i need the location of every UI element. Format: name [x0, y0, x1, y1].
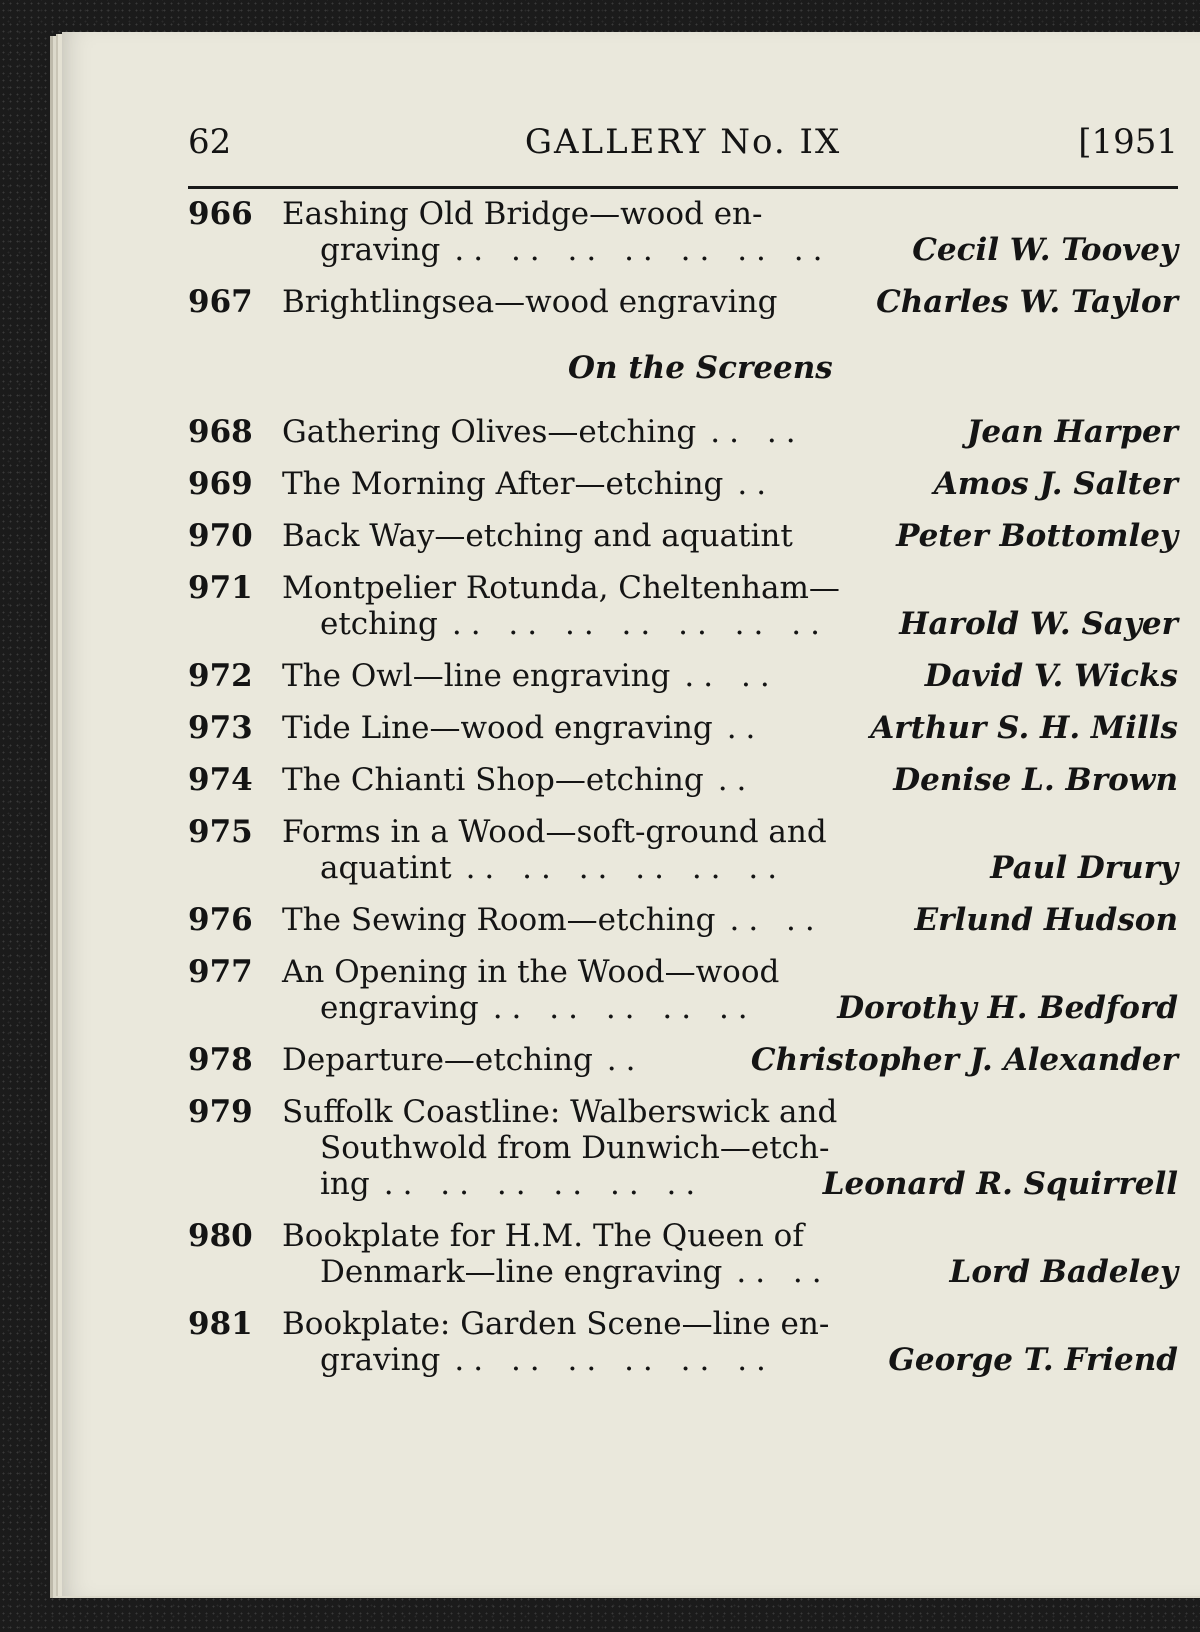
leader-dots: .. .. .. .. .. — [492, 990, 757, 1026]
catalogue-entry — [188, 1218, 1178, 1290]
entry-title-line: Southwold from Dunwich—etch- — [320, 1130, 830, 1166]
entry-number: 977 — [188, 954, 253, 990]
leader-dots: .. .. .. .. .. .. .. — [454, 232, 832, 268]
entry-artist: Peter Bottomley — [896, 518, 1178, 554]
entry-number: 971 — [188, 570, 253, 606]
entry-title — [282, 762, 862, 798]
entry-number: 976 — [188, 902, 253, 938]
page-title: GALLERY No. IX — [524, 122, 842, 162]
entry-title — [282, 466, 862, 502]
leader-dots: .. — [726, 710, 765, 746]
entry-title-line: Departure—etching — [282, 1042, 593, 1078]
entry-number: 974 — [188, 762, 253, 798]
entry-title — [282, 196, 862, 268]
entry-artist: Christopher J. Alexander — [750, 1042, 1178, 1078]
entry-title-line: graving — [320, 232, 441, 268]
leader-dots: .. — [737, 466, 776, 502]
catalogue-entry — [188, 518, 1178, 554]
entry-title — [282, 814, 862, 886]
entry-title-line: The Morning After—etching — [282, 466, 724, 502]
entry-number: 967 — [188, 284, 253, 320]
entry-title-line: Suffolk Coastline: Walberswick and — [282, 1094, 838, 1130]
entry-title-line: Brightlingsea—wood engraving — [282, 284, 778, 320]
entry-title-line: Tide Line—wood engraving — [282, 710, 713, 746]
entry-title — [282, 284, 862, 320]
catalogue-entry — [188, 1306, 1178, 1378]
entry-title-line: The Sewing Room—etching — [282, 902, 716, 938]
entry-title — [282, 658, 862, 694]
catalogue-entry — [188, 954, 1178, 1026]
entry-artist: Leonard R. Squirrell — [822, 1166, 1178, 1202]
entry-title-line: Montpelier Rotunda, Cheltenham— — [282, 570, 840, 606]
entry-artist: Lord Badeley — [949, 1254, 1178, 1290]
entry-artist: Harold W. Sayer — [899, 606, 1178, 642]
catalogue-entry — [188, 1042, 1178, 1078]
leader-dots: .. — [717, 762, 756, 798]
entry-title-line: Forms in a Wood—soft-ground and — [282, 814, 827, 850]
leader-dots: .. .. .. .. .. .. .. — [451, 606, 829, 642]
catalogue-entry — [188, 196, 1178, 268]
catalogue-entry — [188, 814, 1178, 886]
header-rule — [188, 186, 1178, 189]
entry-number: 978 — [188, 1042, 253, 1078]
leader-dots: .. .. .. .. .. .. — [465, 850, 787, 886]
leader-dots: .. .. — [684, 658, 779, 694]
entry-title-line: Back Way—etching and aquatint — [282, 518, 793, 554]
entry-title-line: ing — [320, 1166, 370, 1202]
entry-title-line: The Owl—line engraving — [282, 658, 671, 694]
entry-title-line: Eashing Old Bridge—wood en- — [282, 196, 763, 232]
entry-title — [282, 518, 862, 554]
leader-dots: .. .. .. .. .. .. — [383, 1166, 705, 1202]
entry-artist: Paul Drury — [990, 850, 1178, 886]
entry-artist: David V. Wicks — [924, 658, 1178, 694]
entry-title-line: Gathering Olives—etching — [282, 414, 697, 450]
entry-title-line: Bookplate for H.M. The Queen of — [282, 1218, 804, 1254]
entry-title-line: Bookplate: Garden Scene—line en- — [282, 1306, 830, 1342]
entry-title-line: etching — [320, 606, 438, 642]
entry-title-line: graving — [320, 1342, 441, 1378]
entry-number: 981 — [188, 1306, 253, 1342]
leader-dots: .. .. — [710, 414, 805, 450]
leader-dots: .. .. — [736, 1254, 831, 1290]
entry-artist: Jean Harper — [966, 414, 1178, 450]
entry-title — [282, 902, 862, 938]
entry-number: 972 — [188, 658, 253, 694]
leader-dots: .. — [606, 1042, 645, 1078]
running-header — [188, 118, 1178, 168]
entry-title — [282, 570, 862, 642]
entry-title-line: The Chianti Shop—etching — [282, 762, 704, 798]
entry-artist: Denise L. Brown — [893, 762, 1178, 798]
entry-artist: Cecil W. Toovey — [912, 232, 1178, 268]
entry-artist: Charles W. Taylor — [876, 284, 1178, 320]
leader-dots: .. .. — [729, 902, 824, 938]
entry-title-line: engraving — [320, 990, 479, 1026]
page-number: 62 — [188, 122, 232, 162]
entry-number: 969 — [188, 466, 253, 502]
entry-title-line: aquatint — [320, 850, 452, 886]
entry-title — [282, 1306, 862, 1378]
catalogue-entry — [188, 466, 1178, 502]
entry-number: 968 — [188, 414, 253, 450]
catalogue-entry — [188, 658, 1178, 694]
entry-title — [282, 1094, 862, 1202]
entry-number: 973 — [188, 710, 253, 746]
entry-artist: George T. Friend — [888, 1342, 1178, 1378]
catalogue-entry — [188, 902, 1178, 938]
section-heading: On the Screens — [568, 350, 833, 386]
catalogue-entry — [188, 284, 1178, 320]
leader-dots: .. .. .. .. .. .. — [454, 1342, 775, 1378]
entry-title-line: Denmark—line engraving — [320, 1254, 723, 1290]
entry-number: 979 — [188, 1094, 253, 1130]
entry-title — [282, 954, 862, 1026]
entry-title — [282, 1218, 862, 1290]
entry-number: 970 — [188, 518, 253, 554]
entry-number: 975 — [188, 814, 253, 850]
catalogue-entry — [188, 414, 1178, 450]
catalogue-entry — [188, 762, 1178, 798]
entry-title — [282, 414, 862, 450]
entry-title — [282, 710, 862, 746]
entry-artist: Amos J. Salter — [933, 466, 1178, 502]
year-label: [1951 — [1078, 122, 1178, 162]
entry-artist: Arthur S. H. Mills — [870, 710, 1178, 746]
catalogue-entry — [188, 570, 1178, 642]
entry-artist: Dorothy H. Bedford — [837, 990, 1178, 1026]
catalogue-entry — [188, 710, 1178, 746]
catalogue-entry — [188, 1094, 1178, 1202]
entry-number: 966 — [188, 196, 253, 232]
entry-title-line: An Opening in the Wood—wood — [282, 954, 780, 990]
catalogue-list — [188, 196, 1178, 1394]
entry-number: 980 — [188, 1218, 253, 1254]
entry-artist: Erlund Hudson — [914, 902, 1178, 938]
